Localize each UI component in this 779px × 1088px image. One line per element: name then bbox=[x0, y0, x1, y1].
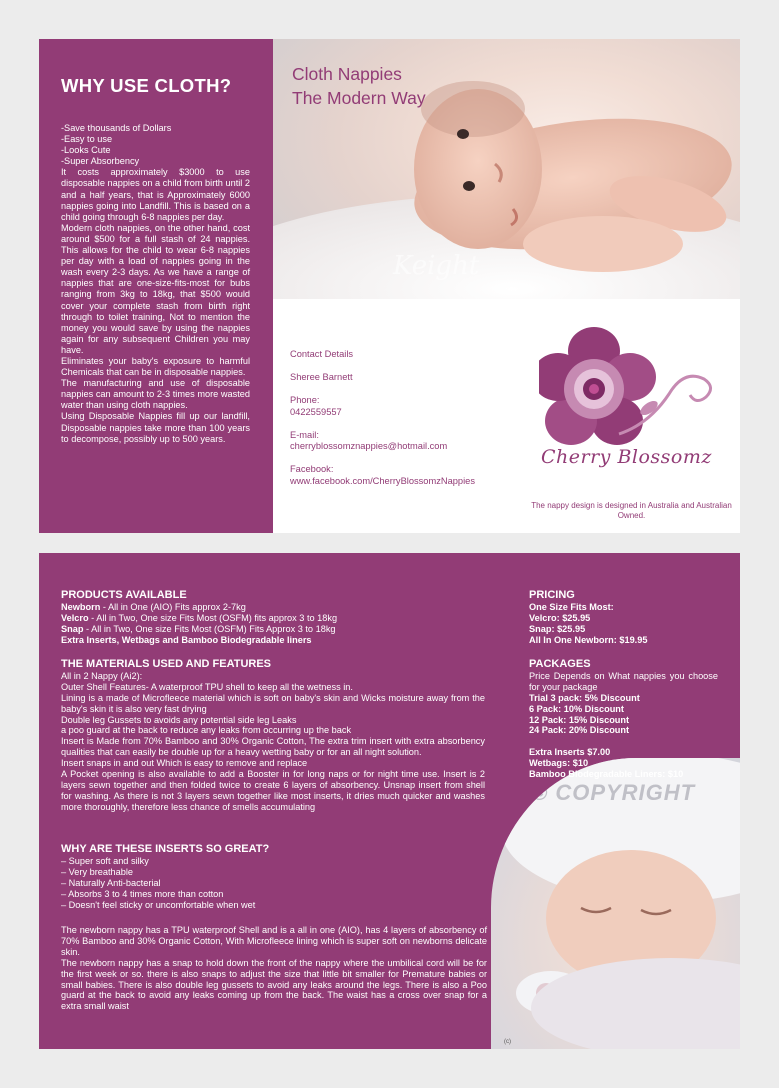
materials-line: Insert snaps in and out Which is easy to remove and replace bbox=[61, 758, 308, 769]
extras-line: Bamboo Biodegradable Liners: $10 bbox=[529, 769, 684, 780]
materials-section bbox=[61, 659, 485, 813]
packages-intro: Price Depends on What nappies you choose for your package bbox=[529, 670, 718, 692]
packages-title: PACKAGES bbox=[529, 658, 591, 670]
brochure-back-page bbox=[39, 553, 740, 1049]
inserts-line: – Naturally Anti-bacterial bbox=[61, 877, 161, 888]
materials-line: Double leg Gussets to avoids any potential side leg Leaks bbox=[61, 714, 297, 725]
spacer bbox=[529, 736, 718, 747]
product-line: Velcro - All in Two, One size Fits Most (OSFM) fits approx 3 to 18kg bbox=[61, 612, 338, 623]
extras-line: Wetbags: $10 bbox=[529, 758, 589, 769]
inserts-title: WHY ARE THESE INSERTS SO GREAT? bbox=[61, 843, 270, 855]
facebook-label: Facebook: bbox=[290, 464, 334, 474]
svg-text:Keight: Keight bbox=[393, 251, 480, 281]
package-line: 24 Pack: 20% Discount bbox=[529, 725, 630, 736]
headline-line-1: Cloth Nappies bbox=[292, 64, 402, 84]
package-line: 12 Pack: 15% Discount bbox=[529, 714, 630, 725]
pricing-line: Snap: $25.95 bbox=[529, 623, 586, 634]
products-section bbox=[61, 590, 501, 646]
corner-copyright-mark: (c) bbox=[504, 1039, 511, 1045]
headline bbox=[292, 62, 426, 110]
inserts-line: – Doesn't feel sticky or uncomfortable when wet bbox=[61, 899, 256, 910]
materials-line: A Pocket opening is also available to add a Booster in for long naps or for night time use. Insert is 2 layers sewn together and then folded twice to create 6 layers of absorbency. Unsnap insert from shell for washing. As there is not 3 layers sewn together like most inserts, it dries much quicker and washes more thoroughly, therefore less chance of smells accumulating bbox=[61, 769, 485, 812]
extras-line: Extra Inserts $7.00 bbox=[529, 747, 611, 758]
email-address[interactable]: cherryblossomznappies@hotmail.com bbox=[290, 441, 448, 451]
contact-email-block bbox=[290, 430, 520, 453]
design-footnote: The nappy design is designed in Australia and Australian Owned. bbox=[531, 501, 732, 520]
package-line: Trial 3 pack: 5% Discount bbox=[529, 692, 640, 703]
inserts-line: – Very breathable bbox=[61, 866, 134, 877]
brand-name: Cherry Blossomz bbox=[541, 446, 712, 468]
materials-line: Insert is Made from 70% Bamboo and 30% Organic Cotton, The extra trim insert with extra absorbency qualities that can easily be double up for a heavy wetting baby or for an all night solution. bbox=[61, 736, 485, 758]
pricing-line: One Size Fits Most: bbox=[529, 601, 614, 612]
pricing-section bbox=[529, 590, 719, 646]
email-label: E-mail: bbox=[290, 429, 319, 440]
inserts-section bbox=[61, 844, 381, 910]
phone-label: Phone: bbox=[290, 395, 320, 405]
pricing-line: All In One Newborn: $19.95 bbox=[529, 634, 648, 645]
inserts-line: – Absorbs 3 to 4 times more than cotton bbox=[61, 888, 224, 899]
why-cloth-column bbox=[39, 39, 273, 533]
newborn-paragraph: The newborn nappy has a snap to hold down the front of the nappy where the umbilical cord will be for the first week or so. there is also snaps to adjust the size that little bit smaller for Premature babies or small babies. There is also double leg gussets to avoid any leaks around the legs. There is also a Poo guard at the back to avoid any leaks coming up from the back. The waist has a cross over snap for a extra small waist bbox=[61, 957, 487, 1012]
newborn-paragraph: The newborn nappy has a TPU waterproof Shell and is a all in one (AIO), has 4 layers of absorbency of 70% Bamboo and 30% Organic Cotton, With Microfleece lining which is super soft on newborns delicate skin. bbox=[61, 925, 487, 957]
contact-facebook-block bbox=[290, 464, 520, 487]
materials-line: Outer Shell Features- A waterproof TPU shell to keep all the wetness in. bbox=[61, 681, 353, 692]
materials-line: All in 2 Nappy (Ai2): bbox=[61, 670, 143, 681]
products-title: PRODUCTS AVAILABLE bbox=[61, 589, 187, 601]
pricing-title: PRICING bbox=[529, 589, 575, 601]
phone-number[interactable]: 0422559557 bbox=[290, 406, 342, 417]
materials-title: THE MATERIALS USED AND FEATURES bbox=[61, 658, 272, 670]
pricing-line: Velcro: $25.95 bbox=[529, 612, 591, 623]
product-line: Snap - All in Two, One size Fits Most (OSFM) Fits Approx 3 to 18kg bbox=[61, 623, 336, 634]
products-extra: Extra Inserts, Wetbags and Bamboo Biodegradable liners bbox=[61, 634, 312, 645]
copyright-watermark: © COPYRIGHT bbox=[531, 780, 696, 805]
why-cloth-body: -Save thousands of Dollars -Easy to use -Looks Cute -Super Absorbency It costs approximately $3000 to use disposable nappies on a child from birth until 2 and a half years, that is Approximately 6000 nappies going into Landfill. This is based on a child going through 6-8 nappies per day. Modern cloth nappies, on the other hand, cost around $500 for a full stash of 24 nappies. This allows for the child to wear 6-8 nappies per day with a load of nappies going in the wash every 2-3 days. As we have a range of nappies that are one-size-fits-most for bubs ranging from 3kg to 18kg, that $500 would cover your complete stash from birth right through to toilet training, Not to mention the money you would save by using the nappies again for any subsequent Children you may have. Eliminates your baby's exposure to harmful Chemicals that can be in disposable nappies. The manufacturing and use of disposable nappies can amount to 2-3 times more wasted water than using cloth nappies. Using Disposable Nappies fill up our landfill, Disposable nappies take more than 100 years to decompose, possibly up to 500 years. bbox=[61, 123, 250, 444]
materials-line: a poo guard at the back to reduce any leaks from occurring up the back bbox=[61, 725, 352, 736]
contact-title: Contact Details bbox=[290, 349, 354, 359]
materials-line: Lining is a made of Microfleece material which is soft on baby's skin and Wicks moisture away from the baby's skin it is also very fast drying bbox=[61, 692, 485, 714]
contact-name: Sheree Barnett bbox=[290, 372, 353, 382]
contact-phone-block bbox=[290, 395, 520, 418]
sleeping-baby-photo bbox=[491, 758, 740, 1049]
headline-line-2: The Modern Way bbox=[292, 88, 426, 108]
package-line: 6 Pack: 10% Discount bbox=[529, 703, 624, 714]
newborn-section bbox=[61, 925, 487, 1012]
brochure-front-page bbox=[39, 39, 740, 533]
why-cloth-title: WHY USE CLOTH? bbox=[61, 75, 232, 96]
packages-section bbox=[529, 659, 718, 780]
product-line: Newborn - All in One (AIO) Fits approx 2-7kg bbox=[61, 601, 246, 612]
facebook-link[interactable]: www.facebook.com/CherryBlossomzNappies bbox=[290, 475, 475, 486]
inserts-line: – Super soft and silky bbox=[61, 855, 149, 866]
contact-details bbox=[290, 349, 520, 499]
